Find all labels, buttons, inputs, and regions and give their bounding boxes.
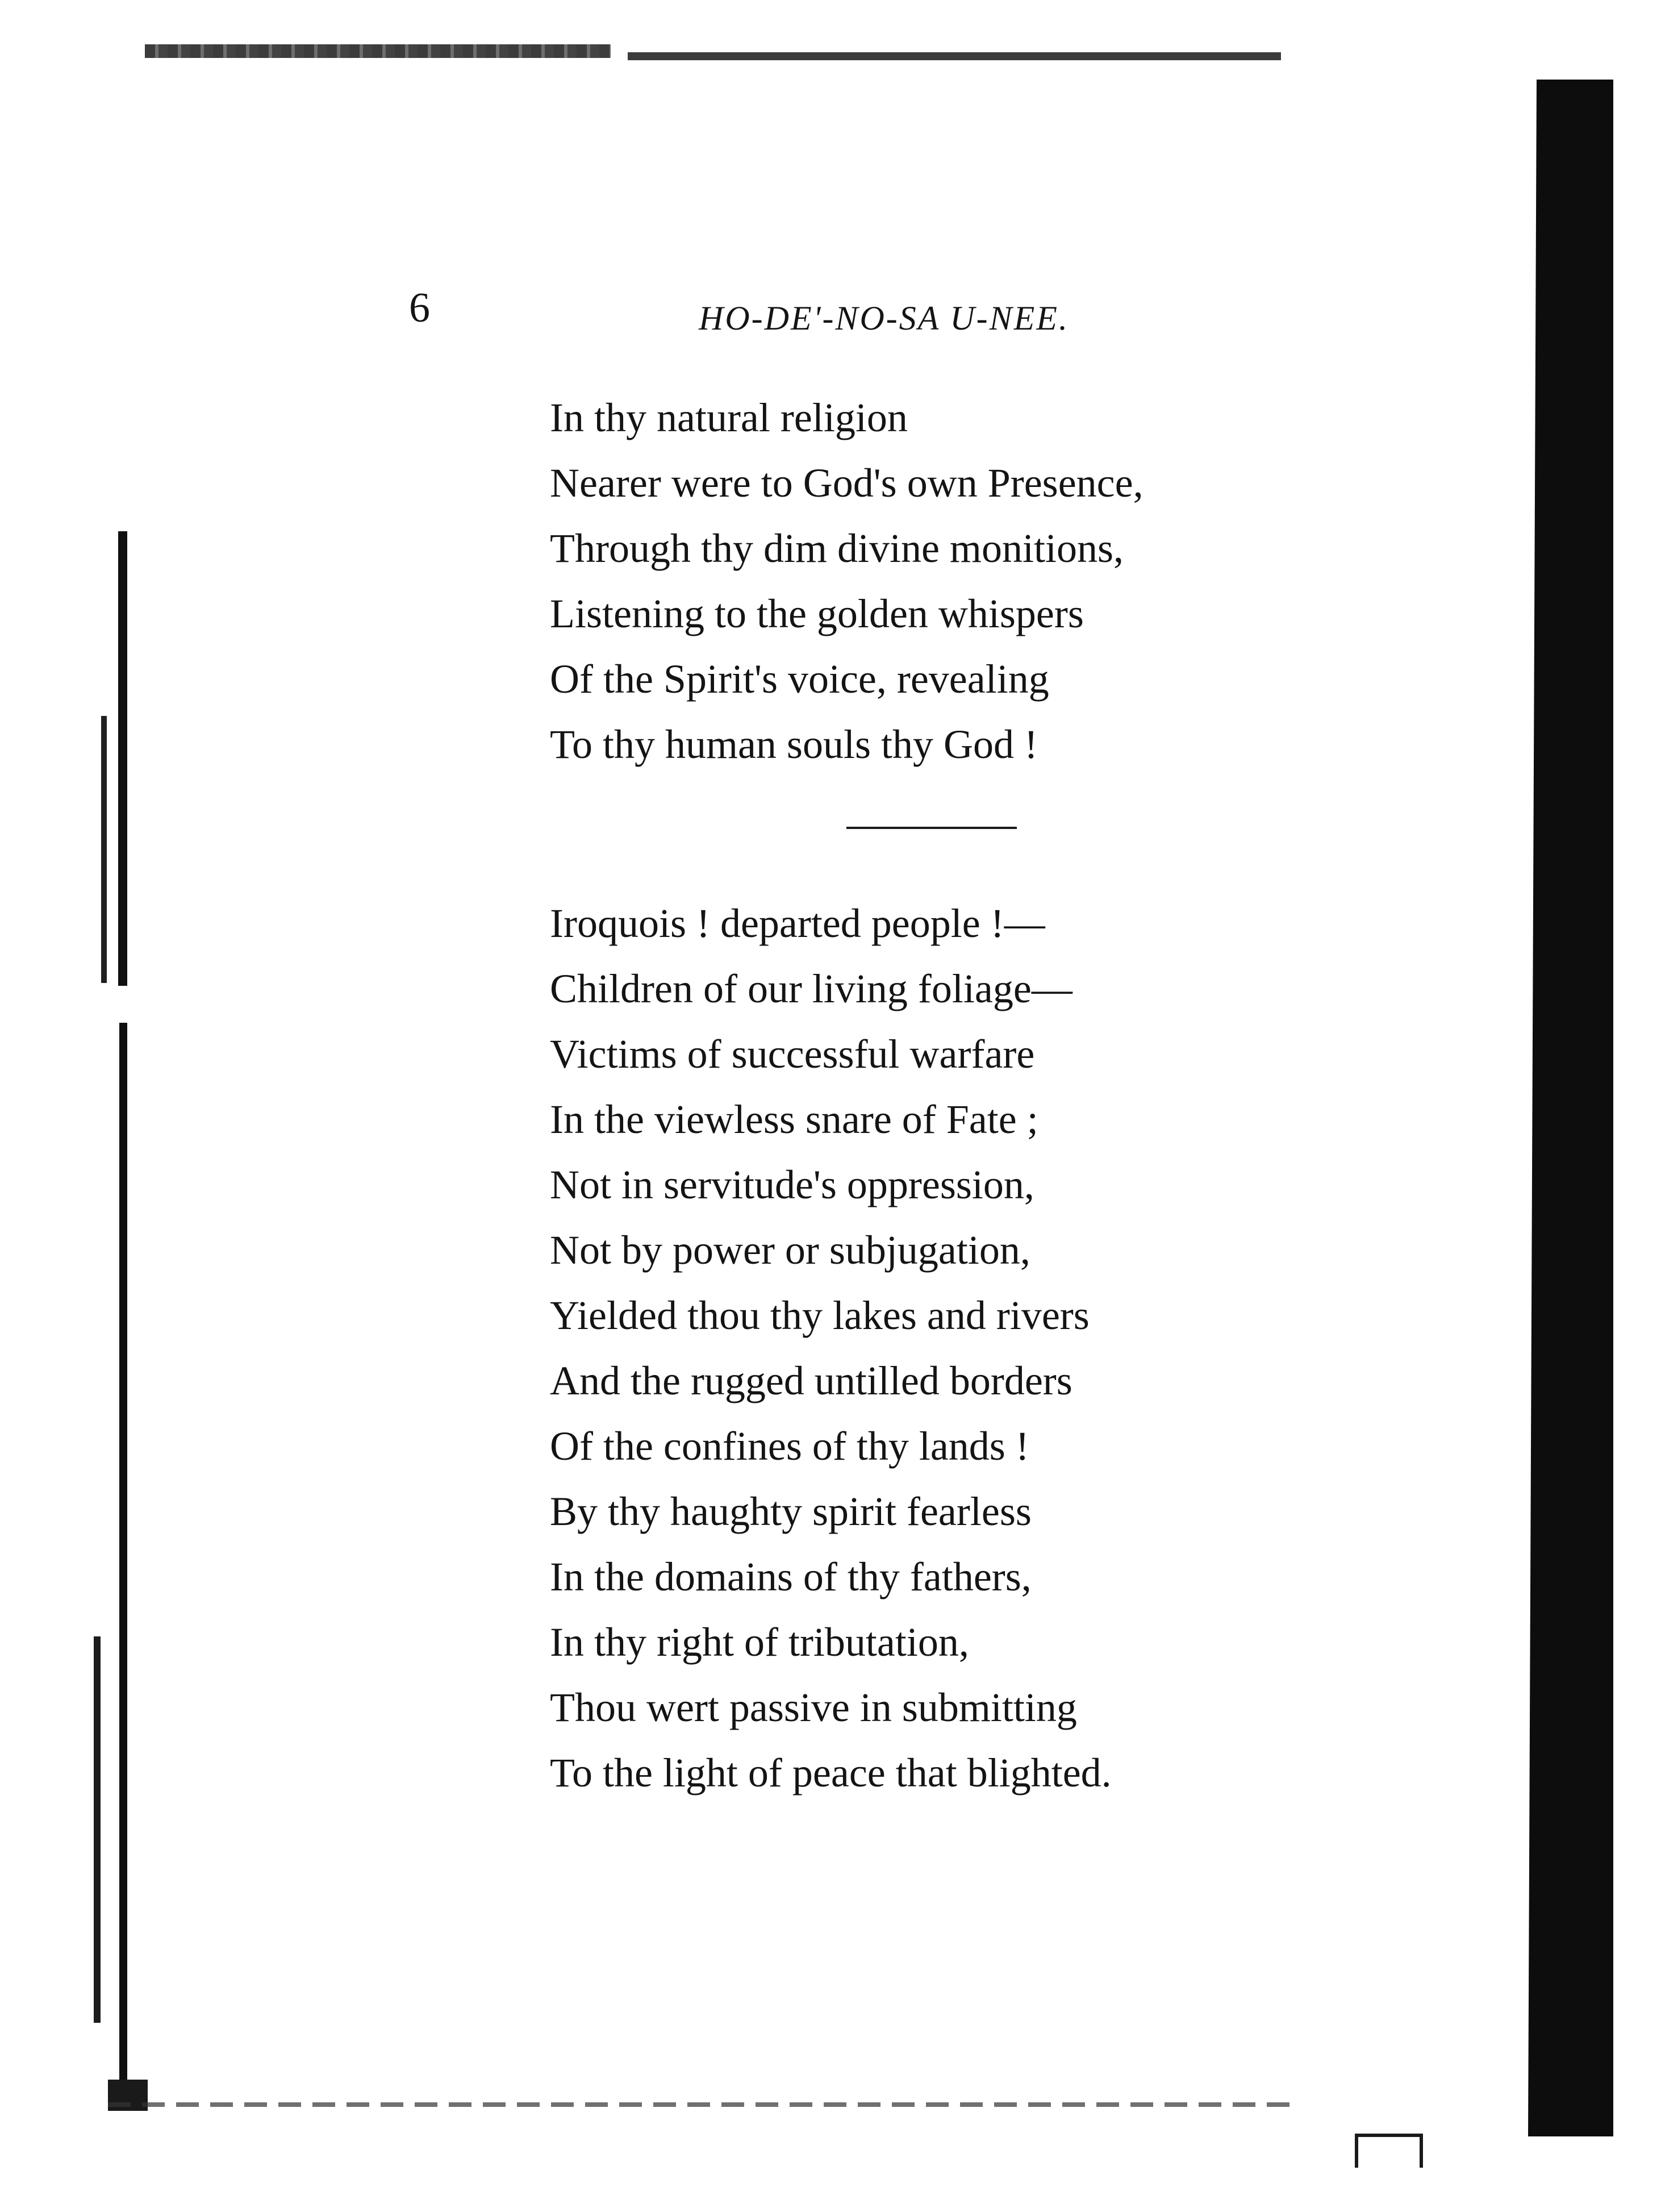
section-divider xyxy=(846,827,1017,829)
verse-line: Thou wert passive in submitting xyxy=(550,1685,1077,1730)
verse-line: By thy haughty spirit fearless xyxy=(550,1489,1032,1534)
verse-line: Listening to the golden whispers xyxy=(550,591,1084,636)
verse-line: Yielded thou thy lakes and rivers xyxy=(550,1293,1090,1338)
verse-line: To thy human souls thy God ! xyxy=(550,722,1038,767)
running-head: HO-DE'-NO-SA U-NEE. xyxy=(699,299,1069,337)
page-number: 6 xyxy=(409,285,430,331)
scan-artifact-left-edge-bar xyxy=(118,531,127,986)
verse-line: Not in servitude's oppression, xyxy=(550,1162,1034,1207)
verse-line: In the viewless snare of Fate ; xyxy=(550,1097,1038,1142)
stanza-2 xyxy=(550,891,1112,1806)
verse-line: To the light of peace that blighted. xyxy=(550,1750,1112,1796)
verse-line: And the rugged untilled borders xyxy=(550,1358,1072,1403)
scan-artifact-bottom-right-mark xyxy=(1355,2134,1423,2168)
verse-line: Of the Spirit's voice, revealing xyxy=(550,656,1049,702)
scan-artifact-bottom-rule xyxy=(108,2102,1301,2107)
scan-artifact-left-edge-bar xyxy=(119,1023,127,2102)
scan-artifact-right-edge-shadow xyxy=(1528,80,1613,2136)
verse-line: Nearer were to God's own Presence, xyxy=(550,460,1143,506)
verse-line: In thy natural religion xyxy=(550,395,908,440)
verse-line: Children of our living foliage— xyxy=(550,966,1072,1011)
verse-line: In the domains of thy fathers, xyxy=(550,1554,1032,1599)
verse-line: Not by power or subjugation, xyxy=(550,1227,1030,1273)
verse-line: In thy right of tributation, xyxy=(550,1619,969,1665)
verse-line: Through thy dim divine monitions, xyxy=(550,526,1124,571)
scan-artifact-left-edge-bar xyxy=(101,716,107,983)
scan-artifact-left-edge-bar xyxy=(94,1636,101,2023)
verse-line: Iroquois ! departed people !— xyxy=(550,901,1045,946)
scan-artifact-top-right-rule xyxy=(628,52,1281,60)
scan-artifact-top-left-rule xyxy=(145,44,611,58)
verse-line: Victims of successful warfare xyxy=(550,1031,1035,1077)
verse-line: Of the confines of thy lands ! xyxy=(550,1423,1029,1469)
stanza-1 xyxy=(550,385,1143,777)
